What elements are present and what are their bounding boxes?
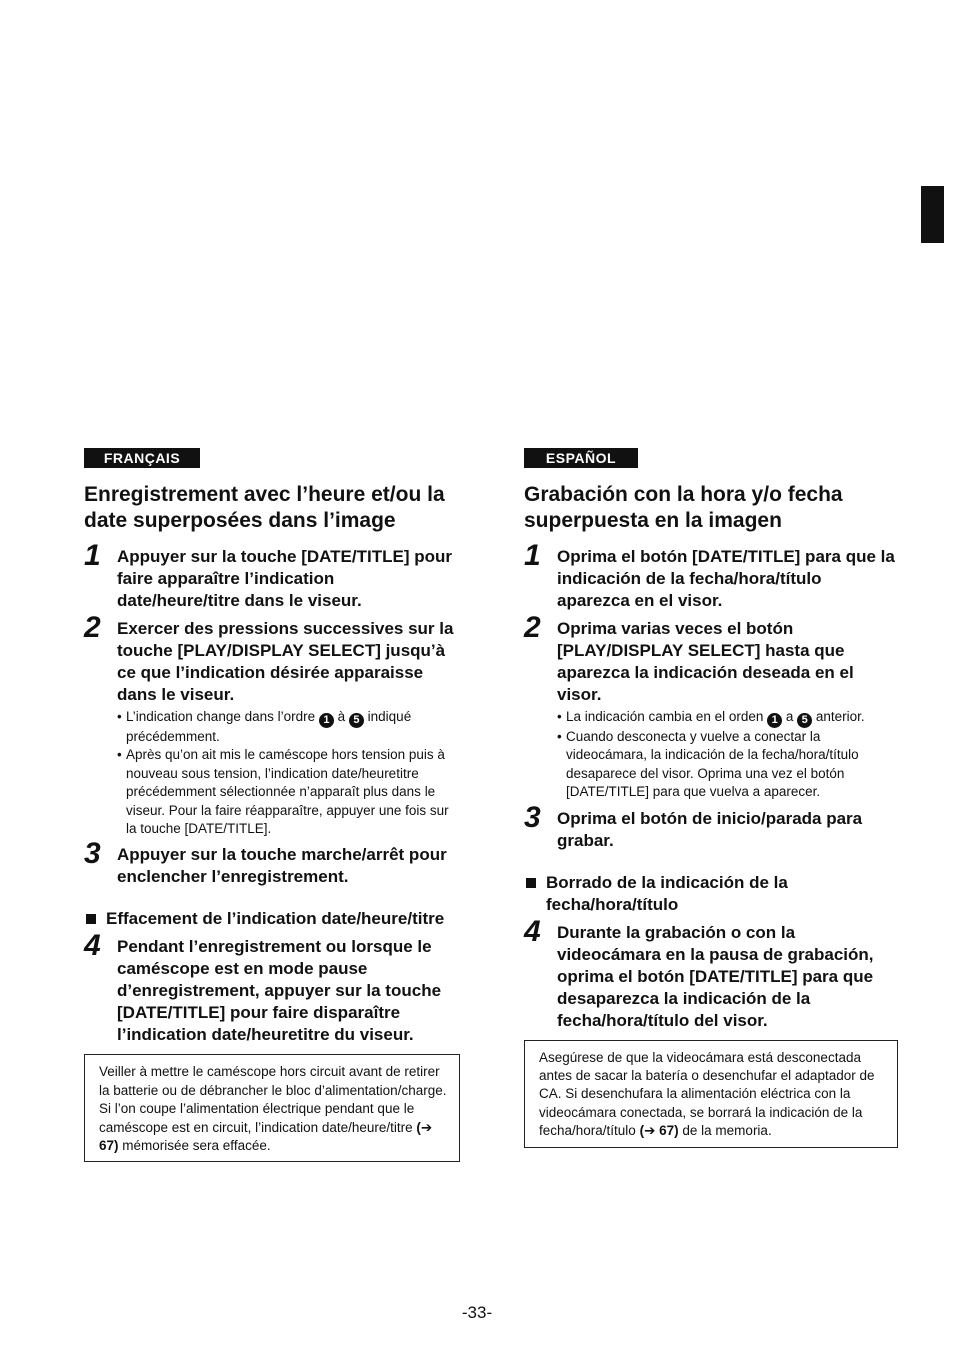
step-number: 2	[524, 611, 541, 644]
step-number: 3	[84, 837, 101, 871]
square-bullet-icon	[86, 914, 96, 924]
step-1-french	[84, 539, 460, 612]
note-item: • La indicación cambia en el orden 1 a 5 anterior.	[557, 708, 898, 728]
french-column	[84, 448, 460, 1162]
step-text: Pendant l’enregistrement ou lorsque le caméscope est en mode pause d’enregistrement, appuyer sur la touche [DATE/TITLE] pour faire disparaître l’indication date/heuretitre du viseur.	[117, 937, 442, 1045]
language-tab-french: FRANÇAIS	[84, 448, 200, 468]
step-2-spanish	[524, 611, 898, 802]
step-number: 2	[84, 611, 101, 644]
step-text: Oprima el botón de inicio/parada para grabar.	[557, 808, 863, 850]
section-title-french: Enregistrement avec l’heure et/ou la date superposées dans l’image	[84, 483, 445, 532]
square-bullet-icon	[526, 878, 536, 888]
step-number: 4	[84, 929, 101, 963]
note-item: • Après qu’on ait mis le caméscope hors tension puis à nouveau sous tension, l’indication date/heuretitre précédemment sélectionnée n’apparaît plus dans le viseur. Pour la faire réapparaître, appuyer une fois sur la touche [DATE/TITLE].	[117, 746, 460, 838]
section-title-spanish: Grabación con la hora y/o fecha superpuesta en la imagen	[524, 483, 843, 532]
notes-list	[117, 708, 460, 838]
step-number: 3	[524, 800, 541, 834]
caution-box-spanish: Asegúrese de que la videocámara está desconectada antes de sacar la batería o desenchufar el adaptador de CA. Si desenchufara la alimentación eléctrica con la videocámara conectada, se borrará la indicación de la fecha/hora/título (➔ 67) de la memoria.	[524, 1040, 898, 1148]
circled-number-icon: 1	[319, 713, 334, 728]
caution-box-french: Veiller à mettre le caméscope hors circuit avant de retirer la batterie ou de débrancher le bloc d’alimentation/charge. Si l’on coupe l’alimentation électrique pendant que le caméscope est en circuit, l’indication date/heure/titre (➔ 67) mémorisée sera effacée.	[84, 1054, 460, 1162]
step-text: Exercer des pressions successives sur la touche [PLAY/DISPLAY SELECT] jusqu’à ce que l’indication désirée apparaisse dans le viseur.	[117, 619, 454, 704]
step-text: Appuyer sur la touche [DATE/TITLE] pour faire apparaître l’indication date/heure/titre dans le viseur.	[117, 547, 452, 610]
step-text: Durante la grabación o con la videocámara en la pausa de grabación, oprima el botón [DATE/TITLE] para que desaparezca la indicación de la fecha/hora/título del visor.	[557, 922, 874, 1030]
step-text: Oprima varias veces el botón [PLAY/DISPLAY SELECT] hasta que aparezca la indicación deseada en el visor.	[557, 619, 854, 704]
step-2-french	[84, 611, 460, 838]
step-3-spanish	[524, 800, 898, 852]
page-number: -33-	[461, 1303, 493, 1322]
step-number: 1	[84, 539, 101, 572]
note-item: • Cuando desconecta y vuelve a conectar la videocámara, la indicación de la fecha/hora/título desaparece del visor. Oprima una vez el botón [DATE/TITLE] para que vuelva a aparecer.	[557, 728, 898, 802]
step-number: 4	[524, 914, 541, 948]
circled-number-icon: 5	[797, 713, 812, 728]
spanish-column	[524, 448, 898, 1148]
step-number: 1	[524, 539, 541, 572]
note-item: • L’indication change dans l’ordre 1 à 5 indiqué précédemment.	[117, 708, 460, 746]
notes-list	[557, 708, 898, 802]
language-tab-spanish: ESPAÑOL	[524, 448, 638, 468]
step-3-french	[84, 837, 460, 888]
page-reference: (➔ 67)	[99, 1119, 433, 1154]
section-tab-marker	[921, 186, 944, 243]
step-4-french	[84, 929, 460, 1046]
step-4-spanish	[524, 914, 898, 1032]
step-1-spanish	[524, 539, 898, 612]
subheading-french: Effacement de l’indication date/heure/titre	[84, 908, 460, 930]
step-text: Oprima el botón [DATE/TITLE] para que la indicación de la fecha/hora/título aparezca en el visor.	[557, 547, 895, 610]
page-reference: (➔ 67)	[639, 1123, 679, 1139]
step-text: Appuyer sur la touche marche/arrêt pour enclencher l’enregistrement.	[117, 845, 447, 887]
subheading-spanish: Borrado de la indicación de la fecha/hora/título	[524, 872, 898, 916]
circled-number-icon: 1	[767, 713, 782, 728]
circled-number-icon: 5	[349, 713, 364, 728]
